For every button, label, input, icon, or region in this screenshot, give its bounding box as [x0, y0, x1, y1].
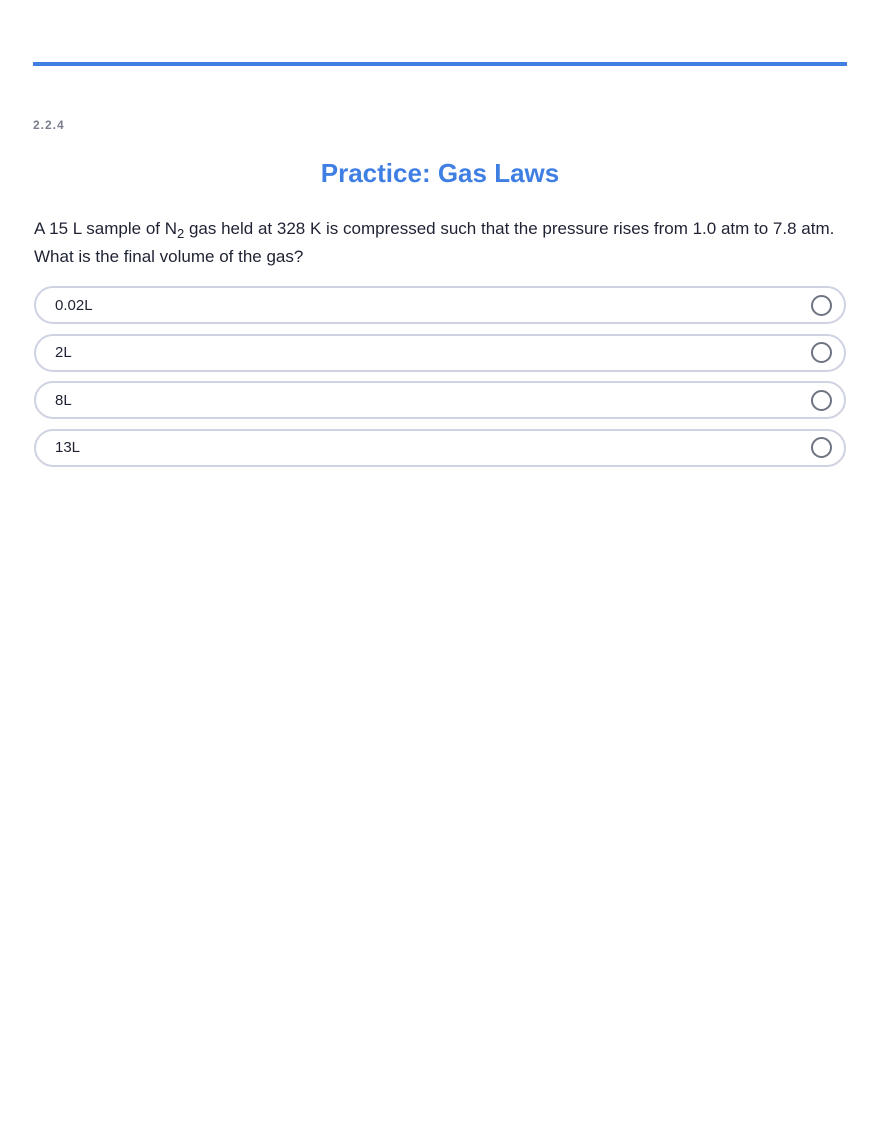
- question-subscript: 2: [177, 226, 185, 241]
- page-title: Practice: Gas Laws: [320, 158, 560, 188]
- section-number: 2.2.4: [33, 118, 65, 132]
- answer-option-4[interactable]: [34, 429, 846, 467]
- answer-option-1[interactable]: [34, 286, 846, 324]
- header-rule: [33, 62, 847, 66]
- answer-option-3[interactable]: [34, 381, 846, 419]
- answer-option-label: 8L: [55, 391, 72, 409]
- radio-button-icon[interactable]: [811, 342, 832, 363]
- question-text: [34, 215, 846, 271]
- radio-button-icon[interactable]: [811, 295, 832, 316]
- radio-button-icon[interactable]: [811, 437, 832, 458]
- answer-option-label: 0.02L: [55, 296, 93, 314]
- question-text-part-1: A 15 L sample of N: [34, 219, 178, 238]
- answer-options: [34, 286, 846, 476]
- radio-button-icon[interactable]: [811, 390, 832, 411]
- question-text-part-2: gas held at 328 K is compressed such that the pressure rises from 1.0 atm to 7.8 atm. What is the final volume of the gas?: [34, 219, 835, 266]
- answer-option-2[interactable]: [34, 334, 846, 372]
- answer-option-label: 13L: [55, 439, 81, 456]
- answer-option-label: 2L: [55, 344, 72, 361]
